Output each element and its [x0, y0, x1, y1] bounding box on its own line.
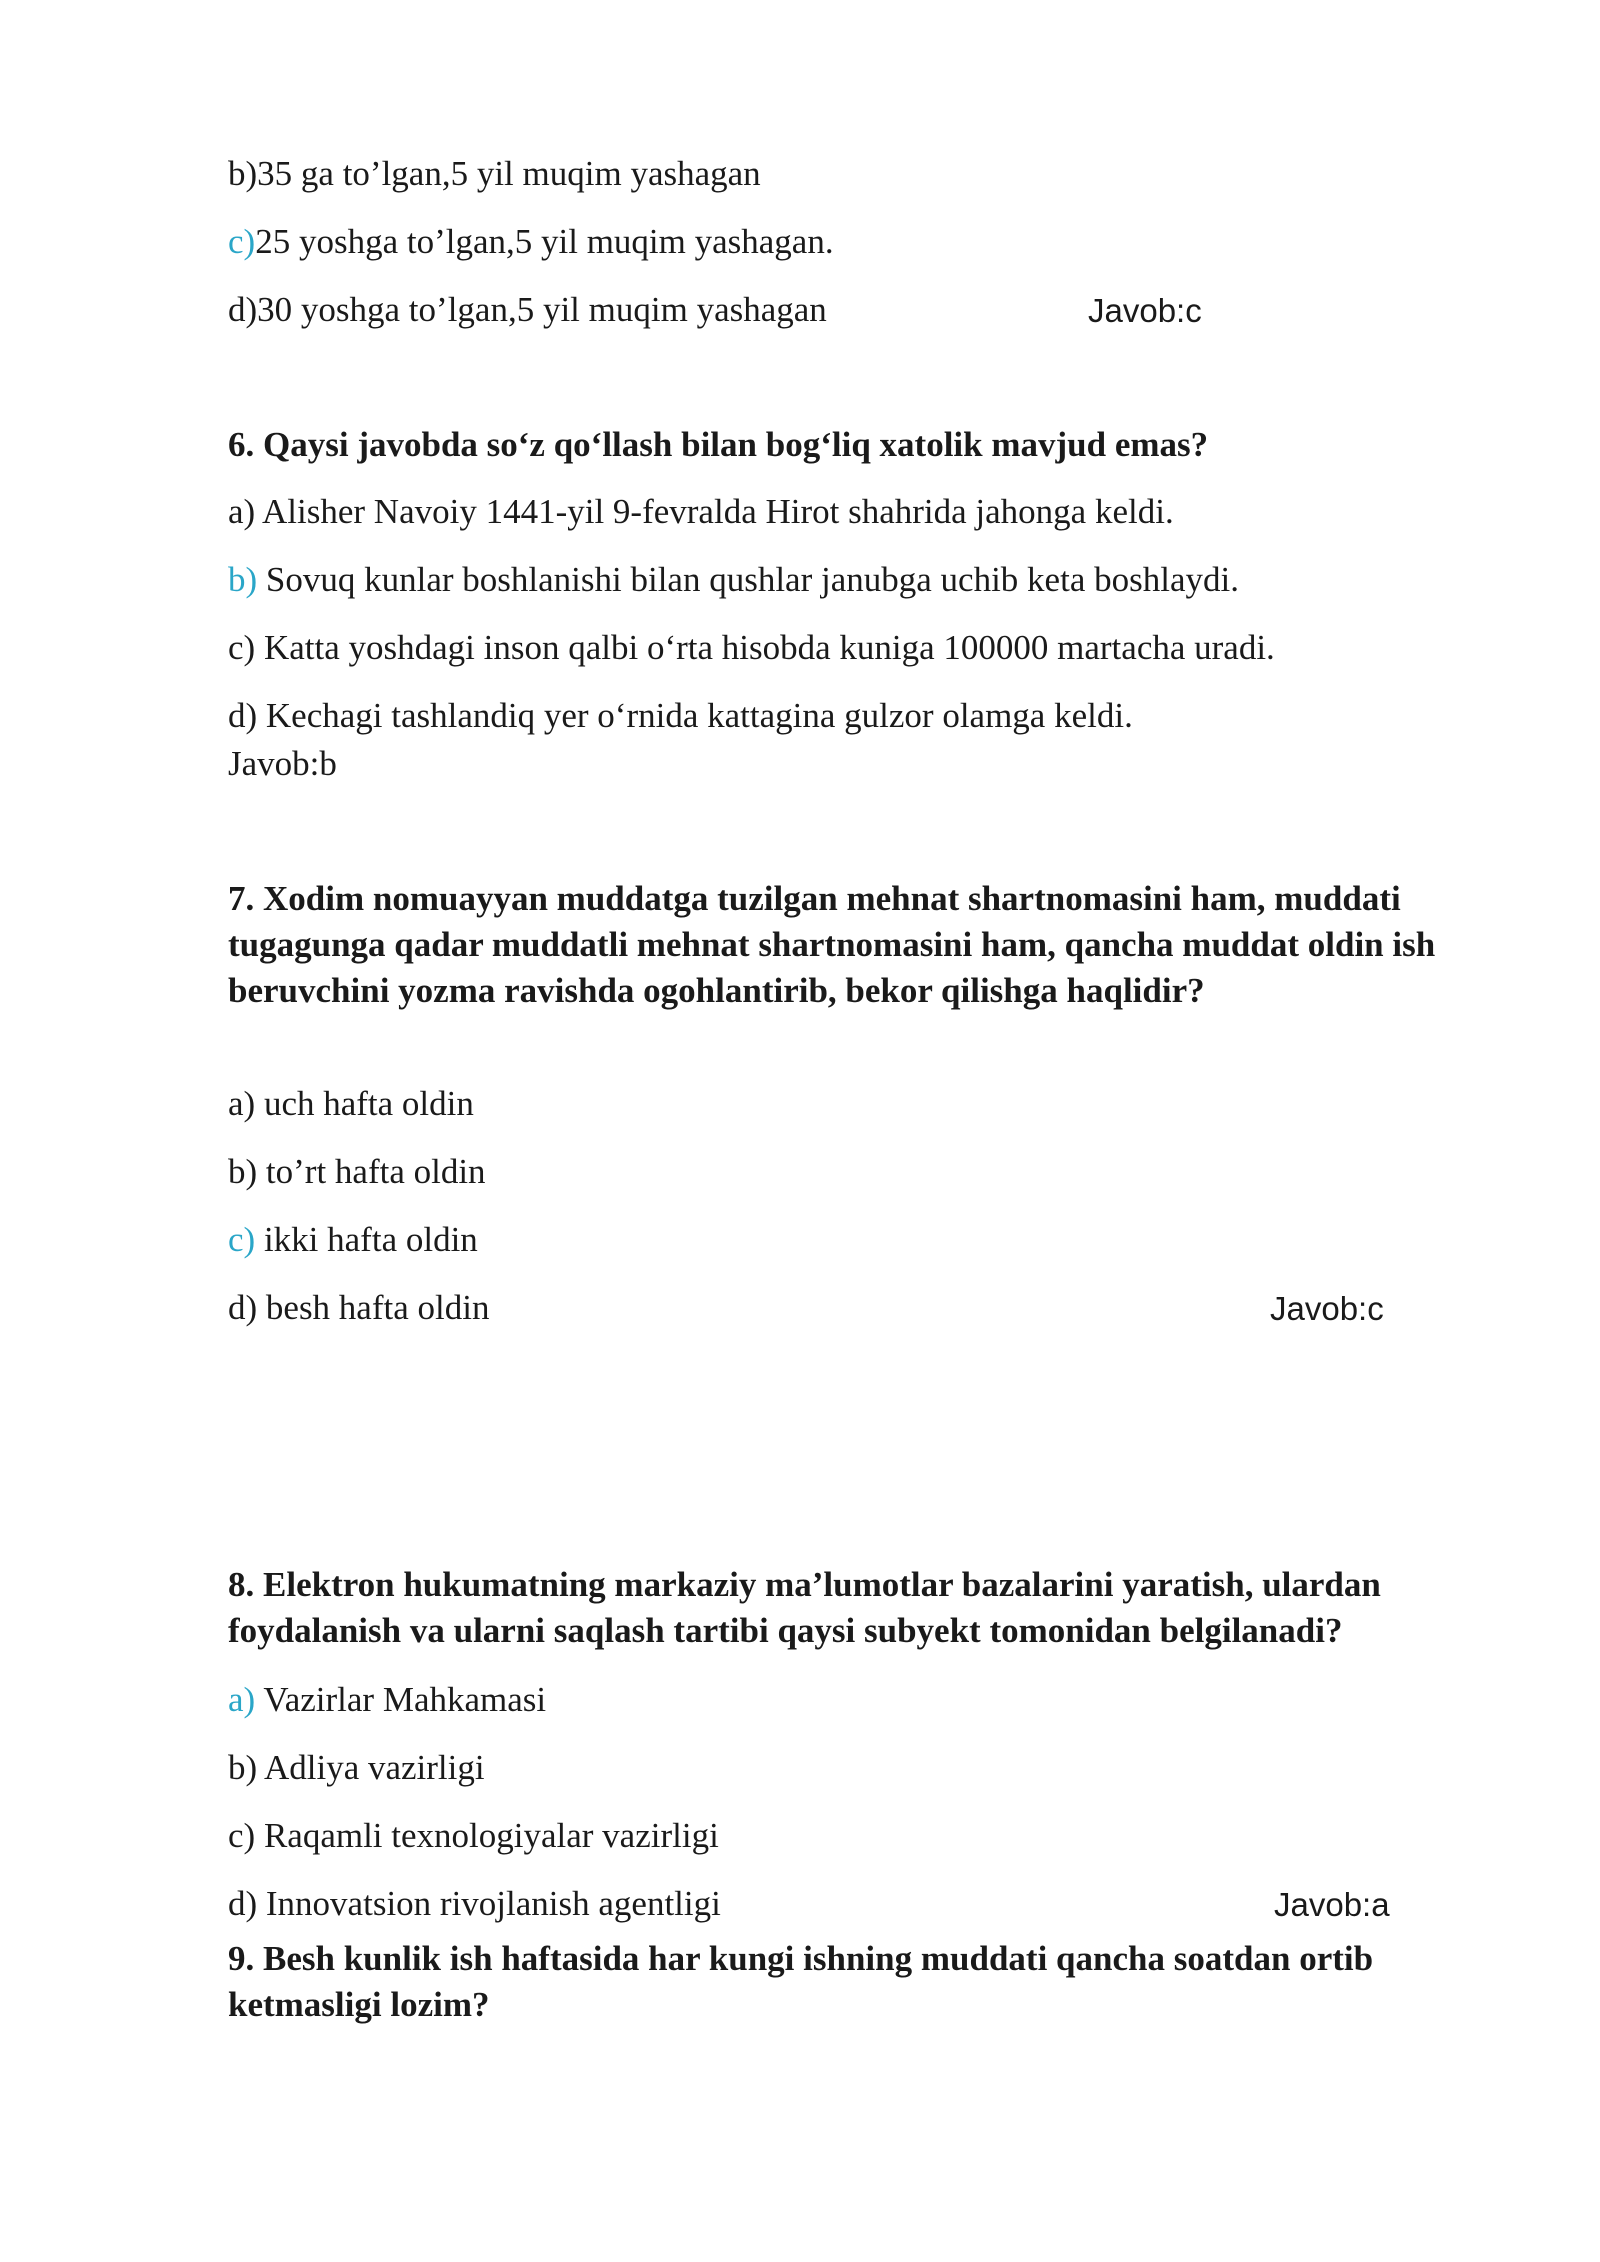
- q6-option-a: a) Alisher Navoiy 1441-yil 9-fevralda Hirot shahrida jahonga keldi.: [228, 492, 1174, 531]
- q6-option-b-text: Sovuq kunlar boshlanishi bilan qushlar janubga uchib keta boshlaydi.: [257, 560, 1239, 599]
- q6-option-d: d) Kechagi tashlandiq yer o‘rnida kattagina gulzor olamga keldi.: [228, 696, 1133, 735]
- q8-option-a: [228, 1678, 546, 1722]
- q6-option-b-letter: b): [228, 560, 258, 599]
- q7-option-b: b) to’rt hafta oldin: [228, 1152, 486, 1191]
- q7-option-a: a) uch hafta oldin: [228, 1084, 474, 1123]
- q8-option-b: b) Adliya vazirligi: [228, 1748, 485, 1787]
- q6-option-b: [228, 558, 1239, 602]
- q6-question: 6. Qaysi javobda so‘z qo‘llash bilan bog‘liq xatolik mavjud emas?: [228, 425, 1209, 464]
- q5-option-b: b)35 ga to’lgan,5 yil muqim yashagan: [228, 154, 761, 193]
- q6-option-c: c) Katta yoshdagi inson qalbi o‘rta hisobda kuniga 100000 martacha uradi.: [228, 628, 1275, 667]
- q7-option-c-text: ikki hafta oldin: [255, 1220, 478, 1259]
- q7-option-c-letter: c): [228, 1220, 256, 1259]
- q8-option-a-text: Vazirlar Mahkamasi: [255, 1680, 547, 1719]
- q7-answer: Javob:c: [1270, 1290, 1384, 1327]
- q8-answer: Javob:a: [1274, 1886, 1390, 1923]
- q8-option-d: d) Innovatsion rivojlanish agentligi: [228, 1884, 721, 1923]
- q5-option-c-text: 25 yoshga to’lgan,5 yil muqim yashagan.: [255, 222, 834, 261]
- q5-option-d: d)30 yoshga to’lgan,5 yil muqim yashagan: [228, 290, 827, 329]
- q7-option-d: d) besh hafta oldin: [228, 1288, 490, 1327]
- q5-option-c: [228, 220, 834, 264]
- q5-answer: Javob:c: [1088, 292, 1202, 329]
- q8-option-c: c) Raqamli texnologiyalar vazirligi: [228, 1816, 719, 1855]
- q7-option-c: [228, 1218, 478, 1262]
- q8-question: 8. Elektron hukumatning markaziy ma’lumotlar bazalarini yaratish, ulardan foydalanish va ularni saqlash tartibi qaysi subyekt tomonidan belgilanadi?: [228, 1565, 1381, 1650]
- q6-answer: Javob:b: [228, 744, 337, 783]
- q8-option-a-letter: a): [228, 1680, 256, 1719]
- q5-option-c-letter: c): [228, 222, 256, 261]
- q9-question: 9. Besh kunlik ish haftasida har kungi ishning muddati qancha soatdan ortib ketmasligi lozim?: [228, 1939, 1374, 2024]
- q7-question: 7. Xodim nomuayyan muddatga tuzilgan mehnat shartnomasini ham, muddati tugagunga qadar muddatli mehnat shartnomasini ham, qancha muddat oldin ish beruvchini yozma ravishda ogohlantirib, bekor qilishga haqlidir?: [228, 879, 1436, 1010]
